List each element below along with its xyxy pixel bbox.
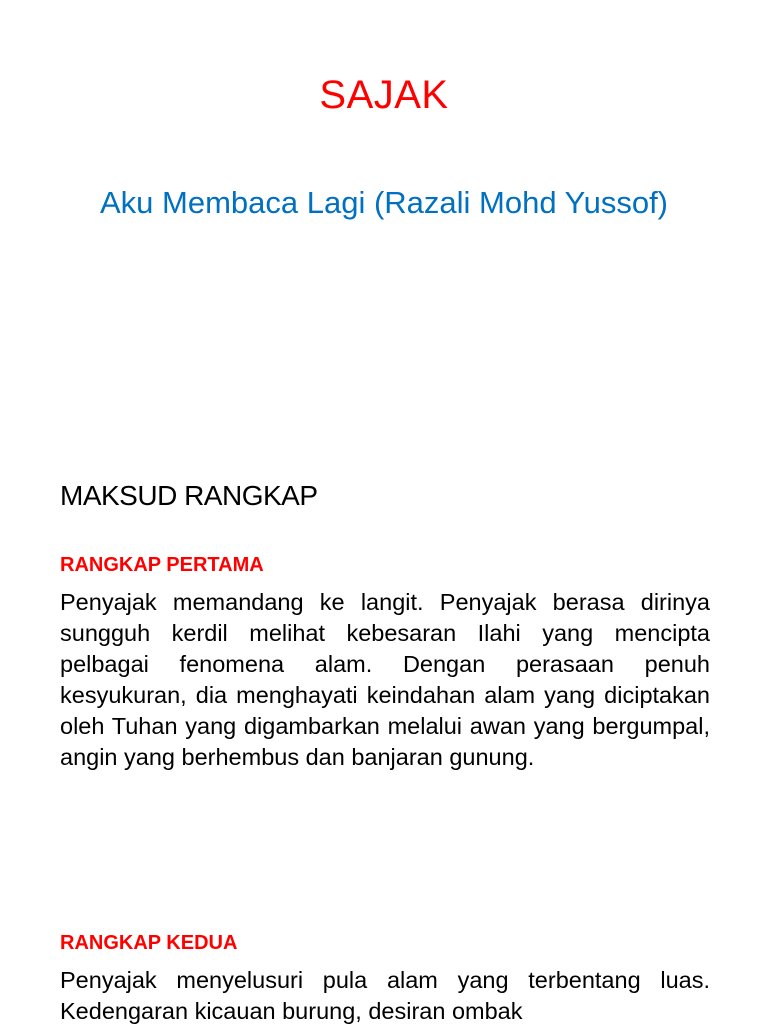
- stanza-label-first: RANGKAP PERTAMA: [60, 554, 264, 576]
- stanza-label-second: RANGKAP KEDUA: [60, 932, 238, 954]
- poem-title: Aku Membaca Lagi (Razali Mohd Yussof): [99, 185, 669, 220]
- page-title: SAJAK: [319, 73, 449, 117]
- section-heading: MAKSUD RANGKAP: [60, 480, 318, 511]
- stanza-text-first: Penyajak memandang ke langit. Penyajak berasa dirinya sungguh kerdil melihat kebesaran Ilahi yang mencipta pelbagai fenomena alam. Dengan perasaan penuh kesyukuran, dia menghayati keindahan alam yang diciptakan oleh Tuhan yang digambarkan melalui awan yang bergumpal, angin yang berhembus dan banjaran gunung.: [60, 589, 710, 770]
- stanza-text-second: Penyajak menyelusuri pula alam yang terbentang luas. Kedengaran kicauan burung, desiran ombak: [60, 967, 710, 1024]
